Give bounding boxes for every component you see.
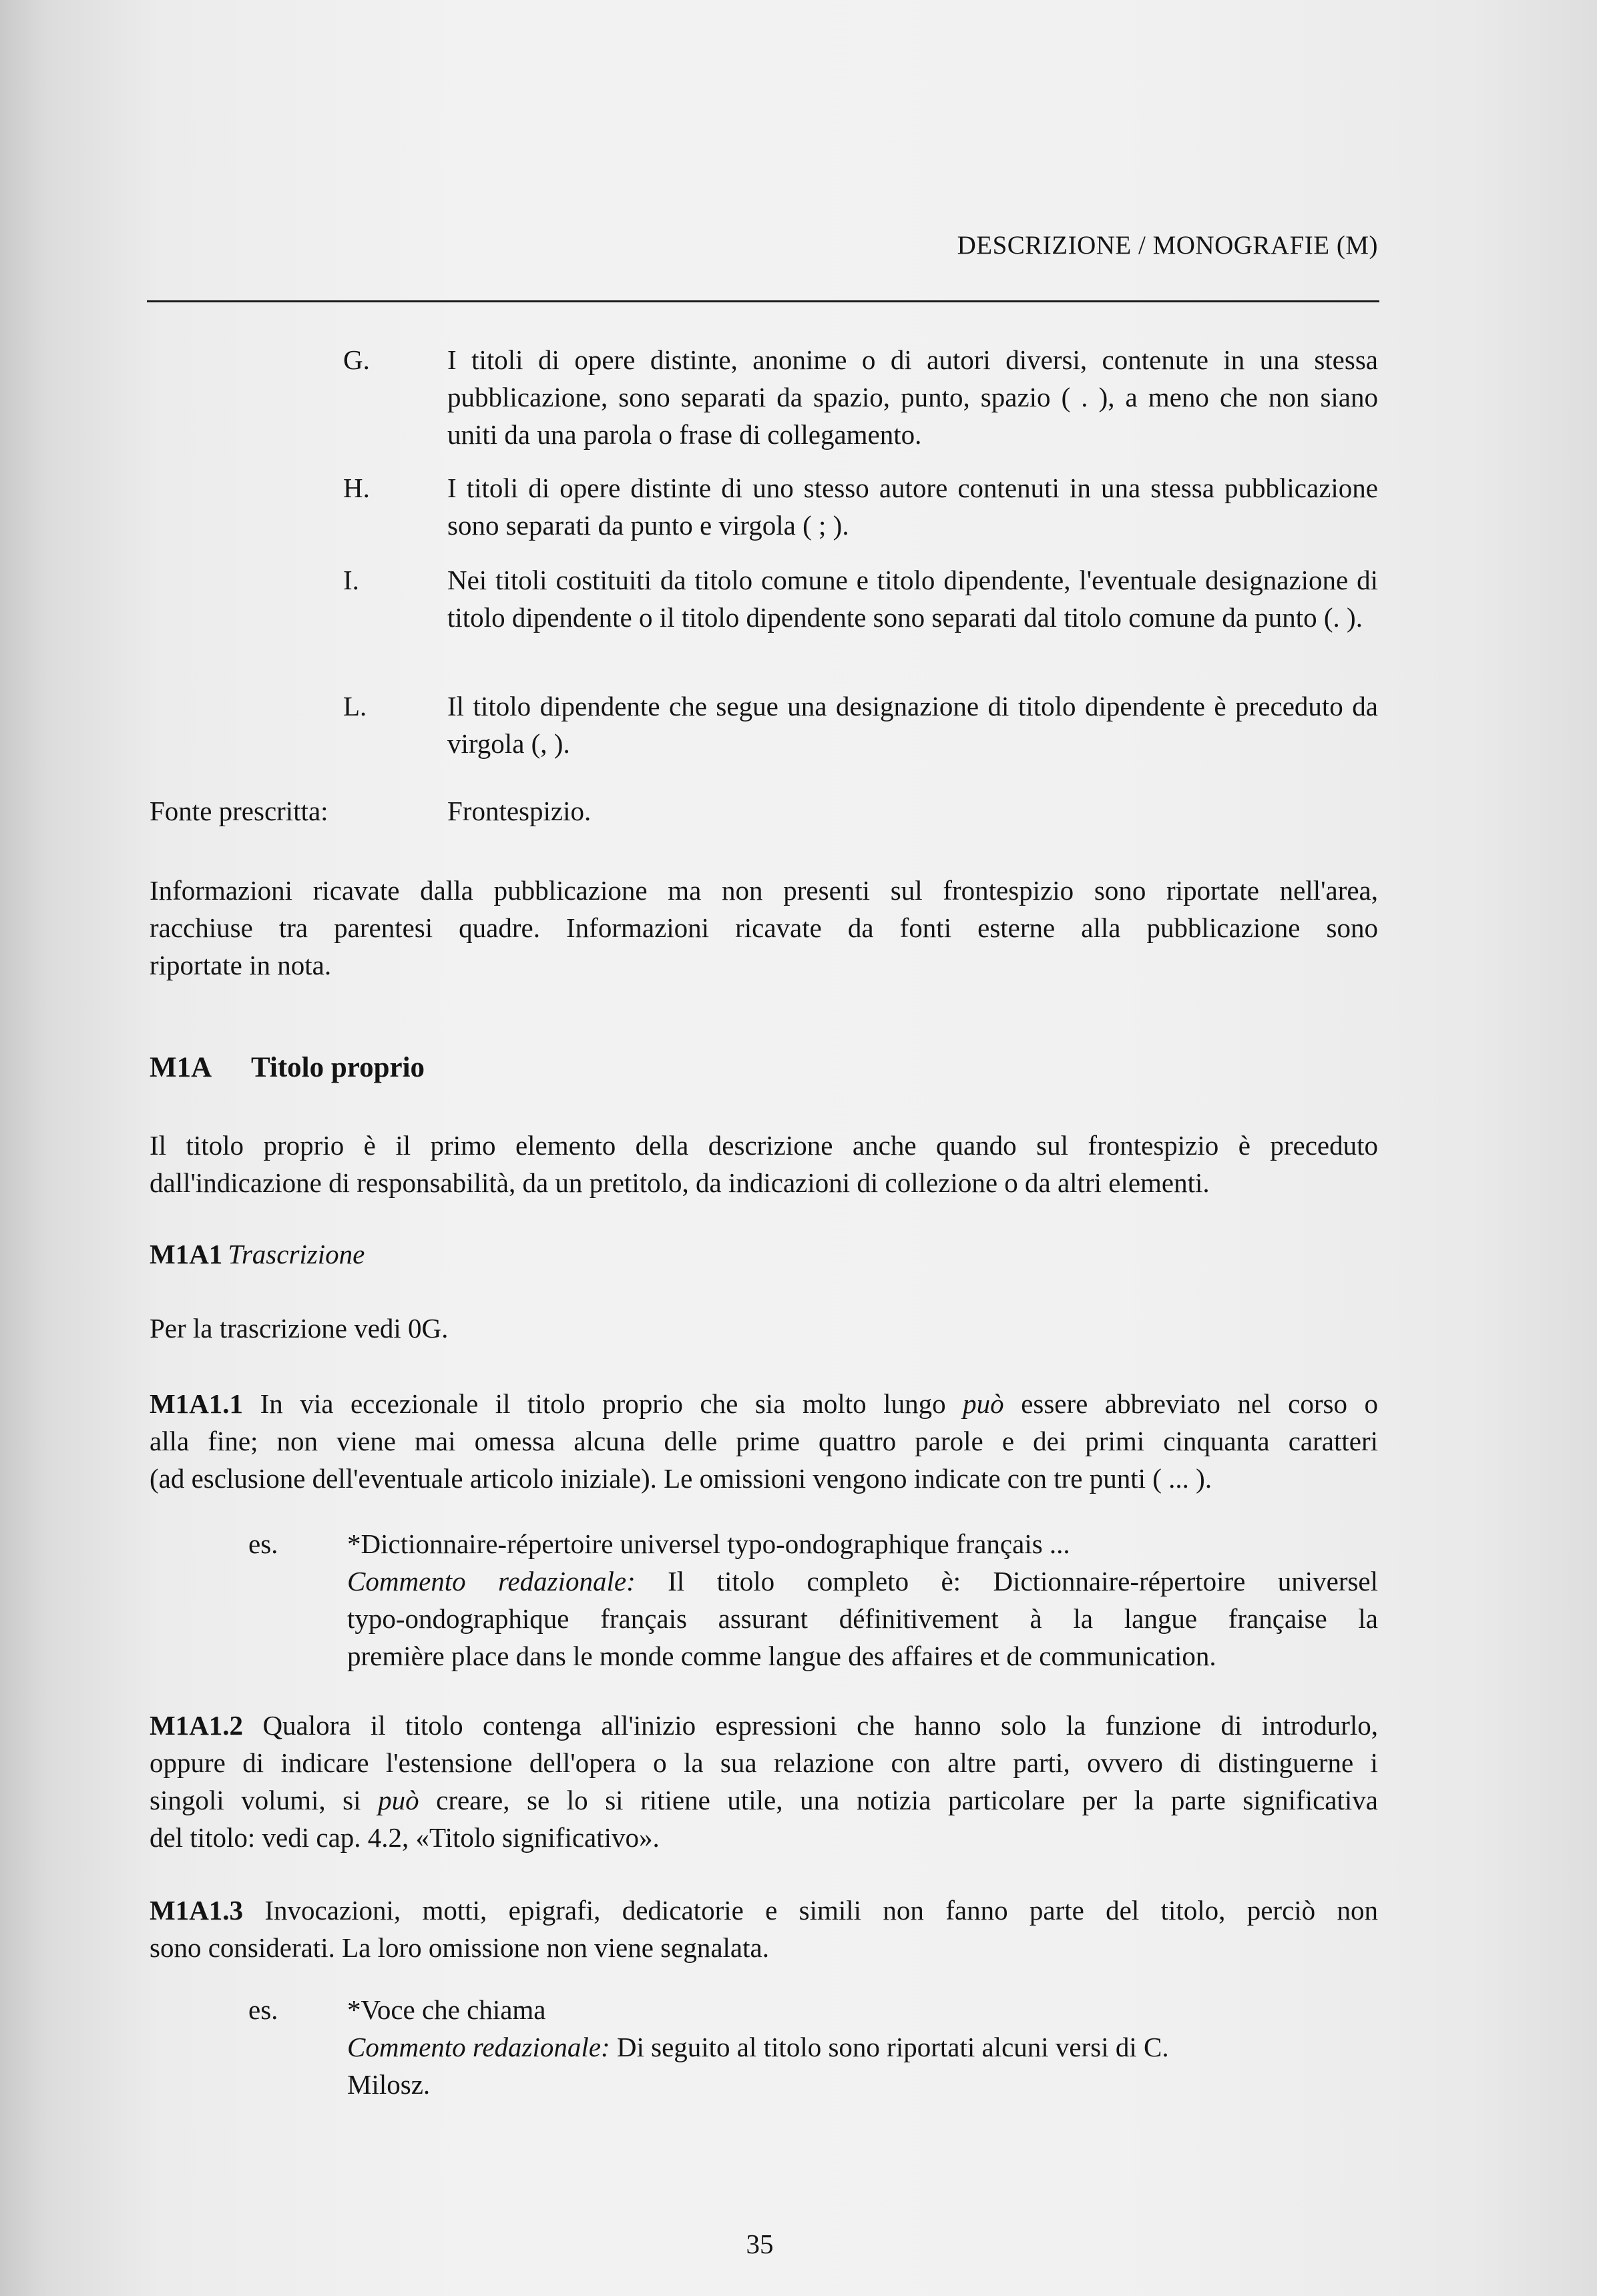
text-run: può bbox=[963, 1388, 1004, 1419]
text-line bbox=[347, 2028, 1295, 2066]
text-line bbox=[150, 1385, 1378, 1422]
example-title: *Dictionnaire-répertoire universel typo-ondographique français ... bbox=[347, 1528, 1070, 1559]
section-title: Titolo proprio bbox=[251, 1052, 425, 1083]
section-code: M1A1 bbox=[150, 1239, 223, 1269]
text-run: In via eccezionale il titolo proprio che sia molto lungo bbox=[260, 1388, 963, 1419]
rule-h bbox=[150, 469, 1378, 545]
page-number: 35 bbox=[746, 2229, 774, 2259]
example-label: es. bbox=[248, 1994, 278, 2025]
fonte-label: Fonte prescritta: bbox=[150, 796, 328, 826]
rule-text: Nei titoli costituiti da titolo comune e titolo dipendente, l'eventuale designazione di titolo dipendente o il titolo dipendente sono separati dal titolo comune da punto (. ). bbox=[447, 565, 1378, 633]
m1a1-paragraph bbox=[150, 1310, 1378, 1347]
m1a-paragraph bbox=[150, 1127, 1378, 1201]
header-rule bbox=[147, 300, 1379, 302]
text-line: dall'indicazione di responsabilità, da un pretitolo, da indicazioni di collezione o da altri elementi. bbox=[150, 1167, 1210, 1198]
comment-label: Commento redazionale: bbox=[347, 2032, 610, 2062]
text-run: essere abbreviato nel corso o bbox=[1003, 1388, 1378, 1419]
example-title: *Voce che chiama bbox=[347, 1994, 546, 2025]
section-heading-m1a1 bbox=[150, 1238, 365, 1270]
text-line bbox=[150, 1707, 1378, 1744]
example-1 bbox=[150, 1525, 1378, 1675]
text-line: Milosz. bbox=[347, 2069, 431, 2100]
rule-text: I titoli di opere distinte, anonime o di autori diversi, contenute in una stessa pubblicazione, sono separati da spazio, punto, spazio ( . ), a meno che non siano uniti da una parola o frase di collegamento. bbox=[447, 344, 1378, 450]
rule-code: M1A1.2 bbox=[150, 1710, 244, 1741]
text-line: racchiuse tra parentesi quadre. Informazioni ricavate da fonti esterne alla pubblicazione sono bbox=[150, 912, 1378, 943]
rule-text: I titoli di opere distinte di uno stesso autore contenuti in una stessa pubblicazione sono separati da punto e virgola ( ; ). bbox=[447, 473, 1378, 541]
text-run: Invocazioni, motti, epigrafi, dedicatorie e simili non fanno parte del titolo, perciò non bbox=[264, 1895, 1378, 1926]
section-code: M1A bbox=[150, 1052, 212, 1083]
comment-label: Commento redazionale: bbox=[347, 1566, 636, 1597]
example-label: es. bbox=[248, 1528, 278, 1559]
text-line: oppure di indicare l'estensione dell'opera o la sua relazione con altre parti, ovvero di distinguerne i bbox=[150, 1747, 1378, 1778]
rule-i bbox=[150, 561, 1378, 675]
rule-l bbox=[150, 687, 1378, 764]
text-line: Il titolo proprio è il primo elemento della descrizione anche quando sul frontespizio è preceduto bbox=[150, 1130, 1378, 1161]
m1a1-3-paragraph bbox=[150, 1892, 1378, 1966]
rule-text: Il titolo dipendente che segue una designazione di titolo dipendente è preceduto da virgola (, ). bbox=[447, 691, 1378, 759]
rule-code: M1A1.1 bbox=[150, 1388, 244, 1419]
m1a1-1-paragraph bbox=[150, 1385, 1378, 1497]
text-line: riportate in nota. bbox=[150, 950, 332, 980]
text-line: del titolo: vedi cap. 4.2, «Titolo significativo». bbox=[150, 1822, 660, 1853]
fonte-value: Frontespizio. bbox=[447, 796, 592, 826]
example-body bbox=[347, 1525, 1378, 1675]
rule-letter: H. bbox=[343, 473, 370, 503]
example-body bbox=[347, 1991, 1295, 2103]
section-heading-m1a bbox=[150, 1051, 425, 1084]
rule-letter: I. bbox=[343, 565, 359, 595]
text-line: sono considerati. La loro omissione non viene segnalata. bbox=[150, 1932, 769, 1963]
example-2 bbox=[150, 1991, 1378, 2103]
text-line: (ad esclusione dell'eventuale articolo iniziale). Le omissioni vengono indicate con tre punti ( ... ). bbox=[150, 1463, 1212, 1494]
text-line bbox=[150, 1781, 1378, 1819]
text-run: singoli volumi, si bbox=[150, 1785, 379, 1815]
rule-code: M1A1.3 bbox=[150, 1895, 244, 1926]
text-line: première place dans le monde comme langue des affaires et de communication. bbox=[347, 1641, 1216, 1671]
text-run: può bbox=[378, 1785, 419, 1815]
section-title: Trascrizione bbox=[228, 1239, 365, 1269]
text-run: Qualora il titolo contenga all'inizio espressioni che hanno solo la funzione di introdurlo, bbox=[262, 1710, 1379, 1741]
text-run: creare, se lo si ritiene utile, una notizia particolare per la parte significativa bbox=[419, 1785, 1378, 1815]
running-header: DESCRIZIONE / MONOGRAFIE (M) bbox=[957, 231, 1378, 260]
text-line bbox=[347, 1562, 1378, 1600]
rule-letter: L. bbox=[343, 691, 367, 722]
text-line: alla fine; non viene mai omessa alcuna delle prime quattro parole e dei primi cinquanta caratteri bbox=[150, 1426, 1378, 1456]
text-line bbox=[150, 1892, 1378, 1929]
rule-g bbox=[150, 341, 1378, 455]
info-paragraph bbox=[150, 872, 1378, 984]
m1a1-2-paragraph bbox=[150, 1707, 1378, 1856]
rule-letter: G. bbox=[343, 344, 370, 375]
fonte-prescritta bbox=[150, 792, 1378, 830]
text-line: typo-ondographique français assurant définitivement à la langue française la bbox=[347, 1603, 1378, 1634]
comment-text: Di seguito al titolo sono riportati alcuni versi di C. bbox=[616, 2032, 1169, 2062]
text-line: Per la trascrizione vedi 0G. bbox=[150, 1313, 449, 1344]
text-line: Informazioni ricavate dalla pubblicazione ma non presenti sul frontespizio sono riportate nell'area, bbox=[150, 875, 1378, 906]
comment-text: Il titolo completo è: Dictionnaire-répertoire universel bbox=[668, 1566, 1379, 1597]
